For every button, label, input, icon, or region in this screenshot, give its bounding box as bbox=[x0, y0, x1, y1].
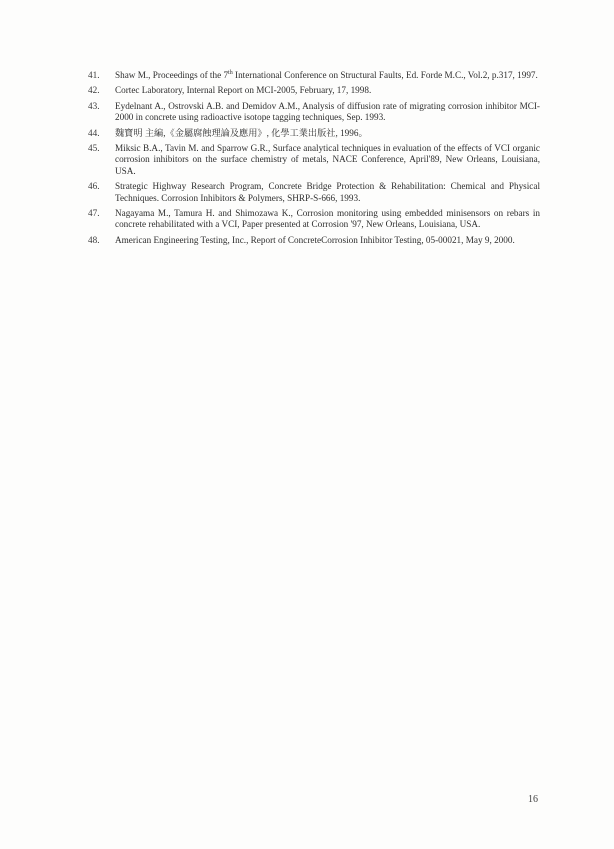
reference-item bbox=[88, 181, 540, 204]
reference-text: Strategic Highway Research Program, Concrete Bridge Protection & Rehabilitation: Chemical and Physical Techniques. Corrosion Inhibitors & Polymers, SHRP-S-666, 1993. bbox=[115, 181, 540, 203]
reference-text: Nagayama M., Tamura H. and Shimozawa K., Corrosion monitoring using embedded minisensors on rebars in concrete rehabilitated with a VCI, Paper presented at Corrosion '97, New Orleans, Louisiana, USA. bbox=[115, 208, 540, 230]
reference-item bbox=[88, 128, 540, 139]
reference-number: 42. bbox=[88, 85, 100, 96]
reference-text: American Engineering Testing, Inc., Report of ConcreteCorrosion Inhibitor Testing, 05-00021, May 9, 2000. bbox=[115, 234, 515, 245]
reference-number: 43. bbox=[88, 100, 100, 111]
reference-number: 44. bbox=[88, 127, 100, 138]
reference-item bbox=[88, 208, 540, 231]
reference-item bbox=[88, 85, 540, 96]
reference-text-end: International Conference on Structural Faults, Ed. Forde M.C., Vol.2, p.317, 1997. bbox=[232, 70, 538, 80]
reference-list bbox=[88, 70, 540, 250]
reference-text: 魏寶明 主編,《金屬腐蝕理論及應用》, 化學工業出版社, 1996。 bbox=[115, 127, 368, 138]
reference-text: Cortec Laboratory, Internal Report on MCI-2005, February, 17, 1998. bbox=[115, 85, 372, 96]
reference-text bbox=[115, 70, 540, 81]
page-number: 16 bbox=[528, 794, 538, 805]
reference-item bbox=[88, 235, 540, 246]
reference-number: 46. bbox=[88, 181, 100, 192]
reference-item bbox=[88, 101, 540, 124]
reference-text: Eydelnant A., Ostrovski A.B. and Demidov A.M., Analysis of diffusion rate of migrating corrosion inhibitor MCI-2000 in concrete using radioactive isotope tagging techniques, Sep. 1993. bbox=[115, 100, 540, 123]
ordinal-superscript: th bbox=[228, 69, 233, 76]
reference-number: 41. bbox=[88, 70, 100, 80]
reference-text-start: Shaw M., Proceedings of the 7 bbox=[115, 70, 229, 80]
reference-text: Miksic B.A., Tavin M. and Sparrow G.R., Surface analytical techniques in evaluation of the effects of VCI organic corrosion inhibitors on the surface chemistry of metals, NACE Conference, April'89, New Orleans, Louisiana, USA. bbox=[115, 143, 540, 176]
reference-number: 47. bbox=[88, 208, 100, 219]
reference-item bbox=[88, 70, 540, 81]
reference-number: 48. bbox=[88, 234, 100, 245]
reference-number: 45. bbox=[88, 143, 100, 154]
reference-item bbox=[88, 143, 540, 177]
